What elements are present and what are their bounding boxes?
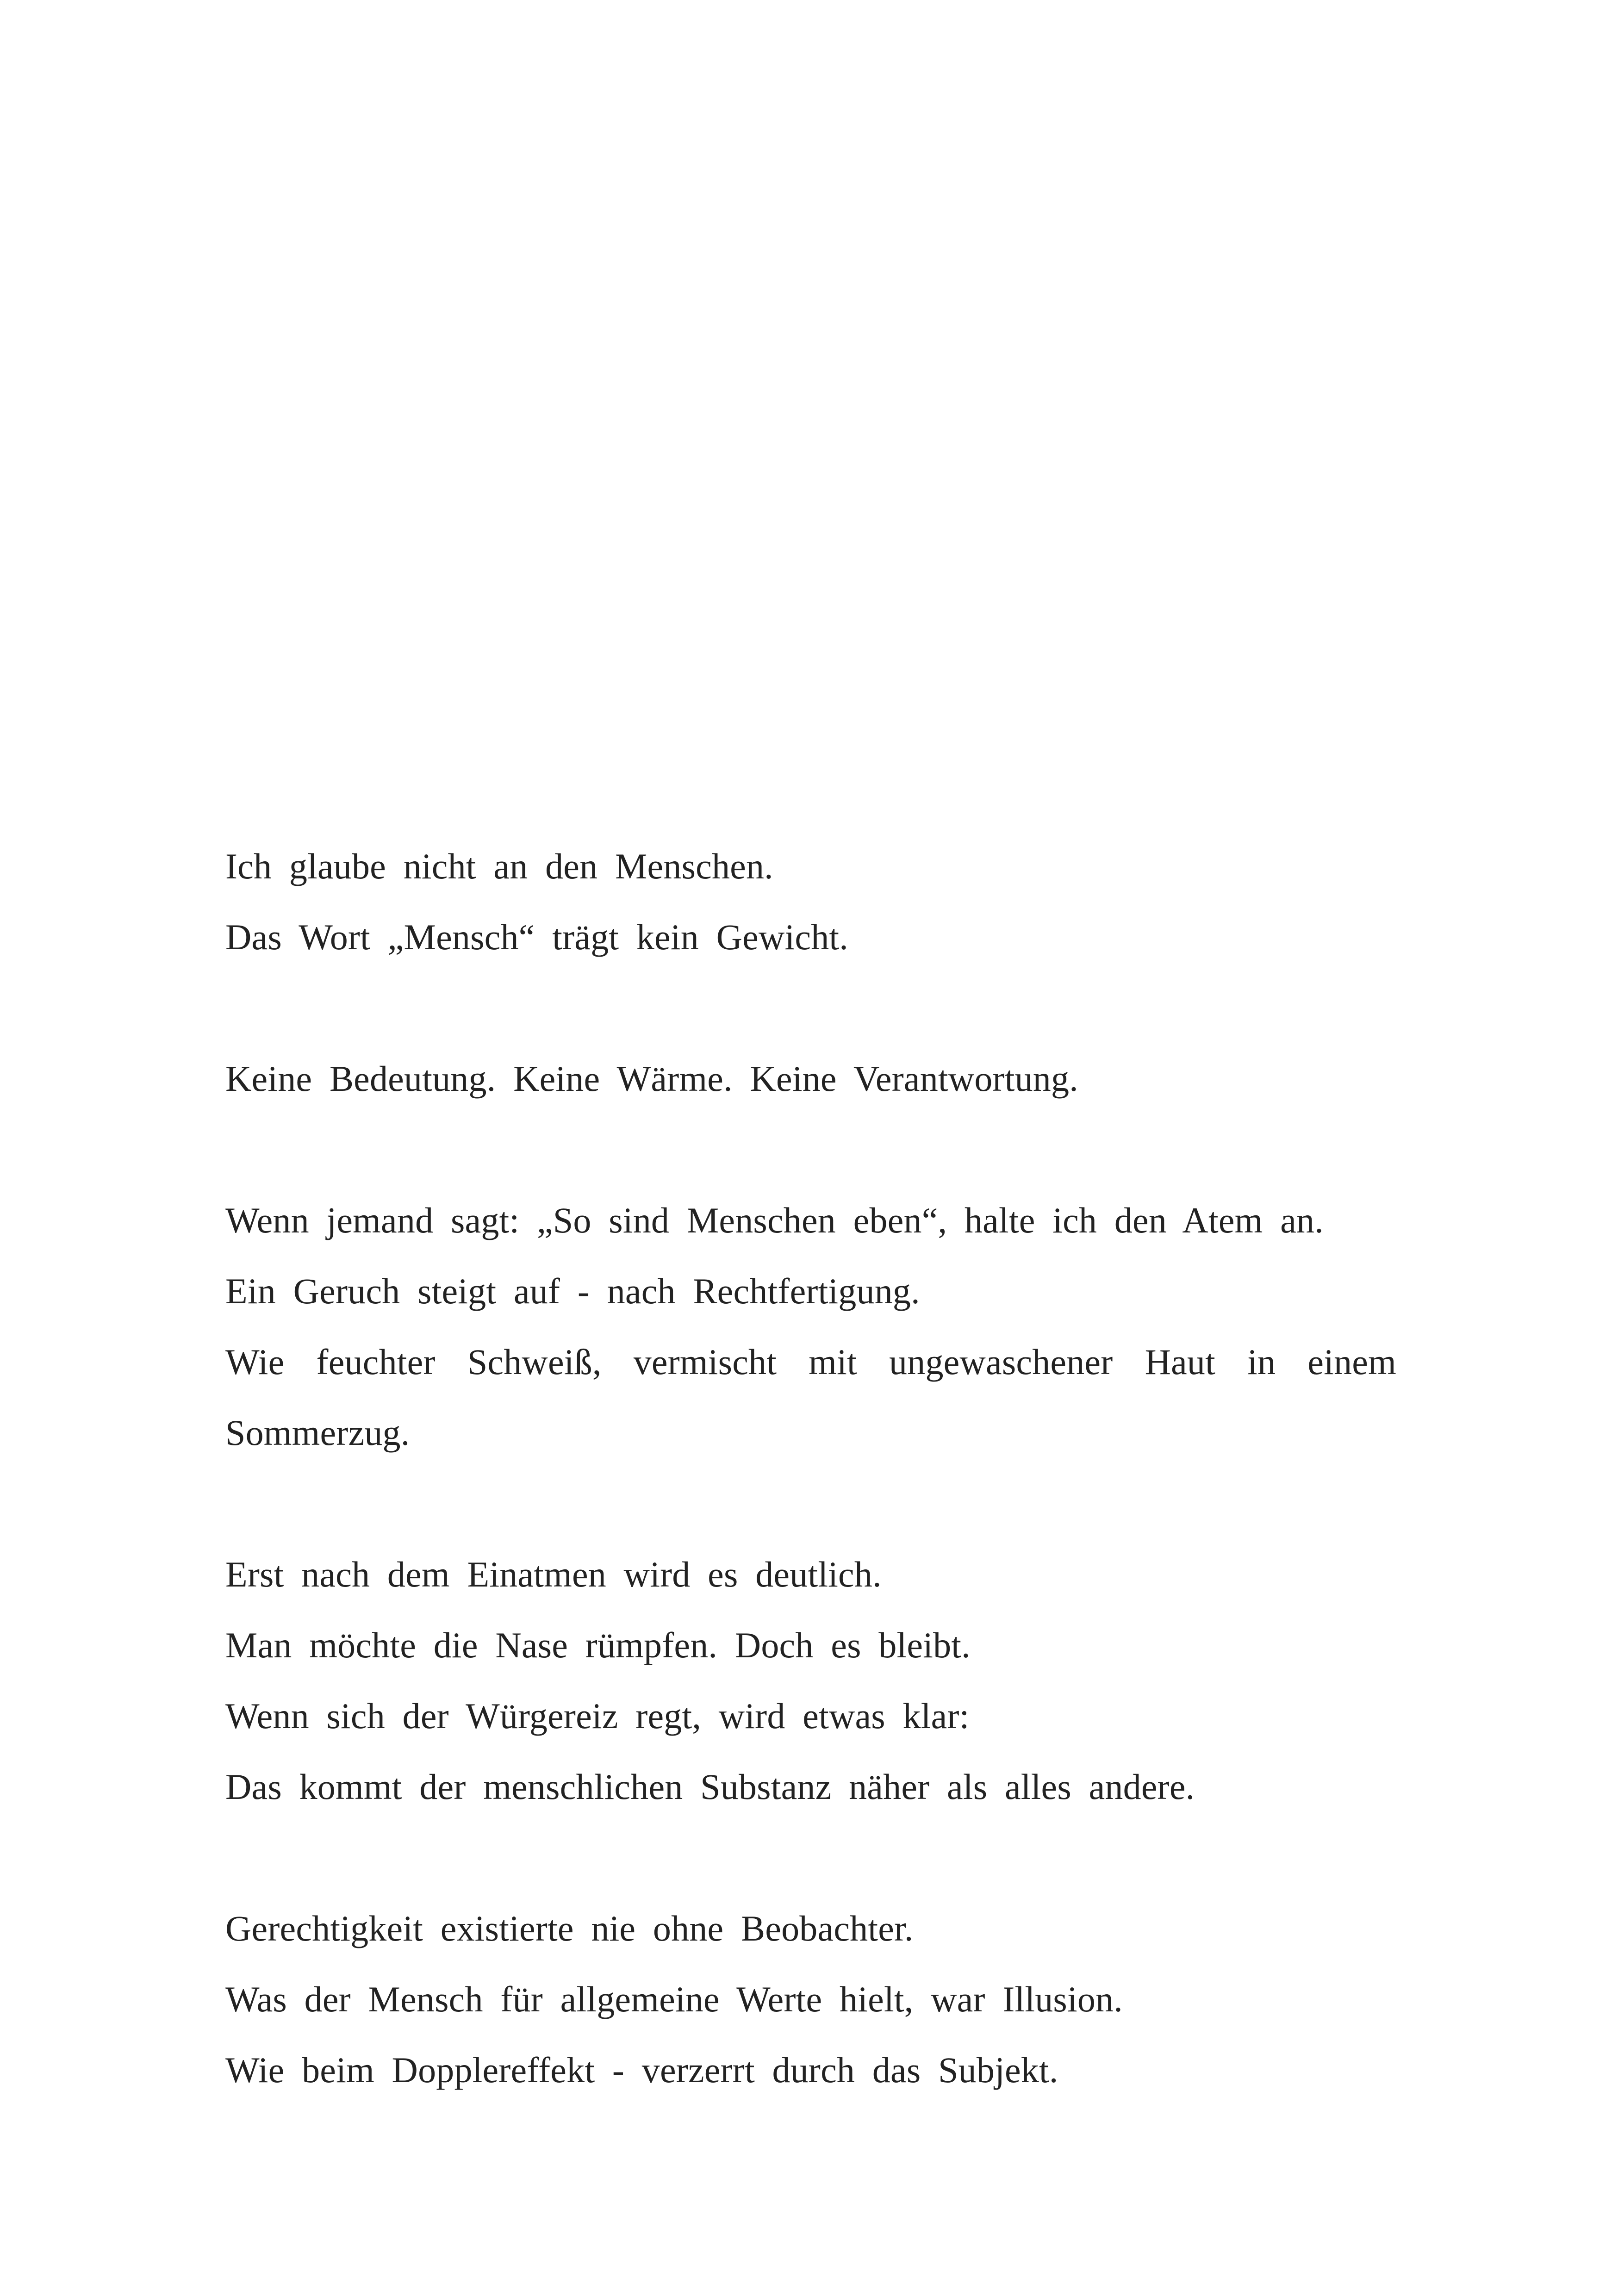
text-line: Wie beim Dopplereffekt - verzerrt durch das Subjekt. <box>225 2050 1058 2090</box>
text-line: Was der Mensch für allgemeine Werte hielt, war Illusion. <box>225 1979 1123 2019</box>
stanza-2 <box>225 1043 1396 1114</box>
text-line: Man möchte die Nase rümpfen. Doch es bleibt. <box>225 1625 971 1665</box>
text-line: Wie feuchter Schweiß, vermischt mit ungewaschener Haut in einem <box>225 1342 1396 1382</box>
text-line: Wenn jemand sagt: „So sind Menschen eben“, halte ich den Atem an. <box>225 1200 1324 1240</box>
text-line: Ich glaube nicht an den Menschen. <box>225 846 773 886</box>
text-line: Erst nach dem Einatmen wird es deutlich. <box>225 1554 882 1594</box>
text-line: Ein Geruch steigt auf - nach Rechtfertigung. <box>225 1271 920 1311</box>
text-line: Das kommt der menschlichen Substanz näher als alles andere. <box>225 1767 1195 1807</box>
stanza-1 <box>225 831 1396 972</box>
text-line: Das Wort „Mensch“ trägt kein Gewicht. <box>225 917 848 957</box>
text-line: Sommerzug. <box>225 1412 410 1453</box>
stanza-5 <box>225 1893 1396 2105</box>
text-line: Gerechtigkeit existierte nie ohne Beobachter. <box>225 1908 914 1948</box>
poem-body <box>225 831 1396 2176</box>
text-line: Wenn sich der Würgereiz regt, wird etwas klar: <box>225 1696 970 1736</box>
stanza-3 <box>225 1185 1396 1468</box>
stanza-4 <box>225 1539 1396 1822</box>
text-line: Keine Bedeutung. Keine Wärme. Keine Verantwortung. <box>225 1058 1078 1099</box>
